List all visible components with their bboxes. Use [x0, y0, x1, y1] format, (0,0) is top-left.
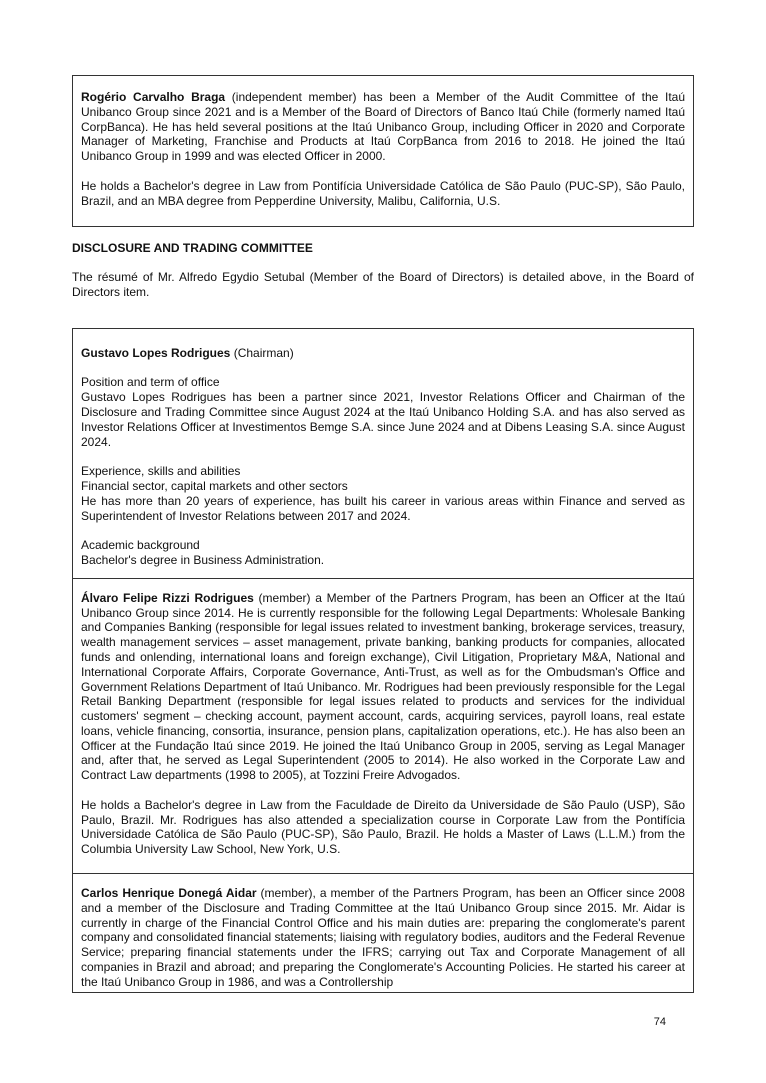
carlos-paragraph-1 — [81, 886, 685, 990]
gustavo-position — [81, 375, 685, 449]
alvaro-paragraph-1 — [81, 591, 685, 783]
section-intro: The résumé of Mr. Alfredo Egydio Setubal (Member of the Board of Directors) is detailed above, in the Board of Directors item. — [72, 270, 694, 299]
gustavo-experience — [81, 464, 685, 523]
alvaro-bio — [73, 578, 693, 873]
braga-bio — [73, 76, 693, 226]
page-number: 74 — [653, 1015, 666, 1028]
member-name: Rogério Carvalho Braga — [81, 90, 226, 104]
alvaro-paragraph-2: He holds a Bachelor's degree in Law from the Faculdade de Direito da Universidade de São Paulo (USP), São Paulo, Brazil. Mr. Rodrigues has also attended a specialization course in Corporate Law from the Pontifícia Universidade Católica de São Paulo (PUC-SP), São Paulo, Brazil. He holds a Master of Laws (L.L.M.) from the Columbia University Law School, New York, U.S. — [81, 797, 685, 857]
braga-paragraph-2: He holds a Bachelor's degree in Law from Pontifícia Universidade Católica de São Paulo (PUC-SP), São Paulo, Brazil, and an MBA degree from Pepperdine University, Malibu, California, U.S. — [81, 178, 685, 208]
experience-text: He has more than 20 years of experience, has built his career in various areas within Finance and served as Superintendent of Investor Relations between 2017 and 2024. — [81, 493, 685, 523]
committee-members-table — [72, 328, 694, 993]
member-role: (Chairman) — [230, 345, 294, 360]
bio-text: (member) a Member of the Partners Program, has been an Officer at the Itaú Unibanco Group since 2014. He is currently responsible for the following Legal Departments: Wholesale Banking and Companies Banking (responsible for legal issues related to investment banking, brokerage services, treasury, wealth management services – asset management, private banking, banking products for companies, allocated funds and onlending, international loans and foreign exchange), Civil Litigation, Proprietary M&A, National and International Corporate Affairs, Corporate Governance, Anti-Trust, as well as for the Ombudsman's Office and Government Relations Department of Itaú Unibanco. Mr. Rodrigues had been previously responsible for the Legal Retail Banking Department (responsible for legal issues related to products and services for the individual customers' segment – checking account, payment account, cards, acquiring services, payroll loans, real estate loans, vehicle financing, consortia, insurance, pension plans, capitalization operations, etc.). He has also been an Officer at the Fundação Itaú since 2019. He joined the Itaú Unibanco Group in 2005, serving as Legal Manager and, after that, he served as Legal Superintendent (2005 to 2014). He also worked in the Corporate Law and Contract Law departments (1998 to 2005), at Tozzini Freire Advogados. — [81, 590, 686, 783]
label-position: Position and term of office — [81, 375, 220, 390]
bio-text: (independent member) has been a Member of the Audit Committee of the Itaú Unibanco Group since 2021 and is a Member of the Board of Directors of Banco Itaú Chile (formerly named Itaú CorpBanca). He has held several positions at the Itaú Unibanco Group, including Officer in 2020 and Corporate Manager of Marketing, Franchise and Products at Itaú CorpBanca from 2016 to 2018. He joined the Itaú Unibanco Group in 1999 and was elected Officer in 2000. — [81, 90, 685, 164]
gustavo-academic — [81, 538, 685, 568]
gustavo-bio — [73, 329, 693, 578]
label-experience: Experience, skills and abilities — [81, 464, 241, 479]
braga-bio-box — [72, 75, 694, 227]
bio-text: (member), a member of the Partners Program, has been an Officer since 2008 and a member of the Disclosure and Trading Committee at the Itaú Unibanco Group since 2015. Mr. Aidar is currently in charge of the Financial Control Office and his main duties are: preparing the conglomerate's parent company and consolidated financial statements; liaising with regulatory bodies, auditors and the Federal Revenue Service; preparing financial statements under the IFRS; carrying out Tax and Corporate Management of all companies in Brazil and abroad; and preparing the Conglomerate's Accounting Policies. He started his career at the Itaú Unibanco Group in 1986, and was a Controllership — [81, 886, 685, 989]
gustavo-title — [81, 346, 685, 361]
carlos-bio — [73, 873, 693, 992]
member-name: Álvaro Felipe Rizzi Rodrigues — [81, 590, 254, 605]
label-academic: Academic background — [81, 538, 200, 553]
experience-sector: Financial sector, capital markets and other sectors — [81, 478, 348, 493]
section-heading: DISCLOSURE AND TRADING COMMITTEE — [72, 241, 313, 256]
member-name: Carlos Henrique Donegá Aidar — [81, 886, 257, 901]
member-name: Gustavo Lopes Rodrigues — [81, 345, 231, 360]
academic-text: Bachelor's degree in Business Administration. — [81, 552, 325, 567]
position-text: Gustavo Lopes Rodrigues has been a partner since 2021, Investor Relations Officer and Chairman of the Disclosure and Trading Committee since August 2024 at the Itaú Unibanco Holding S.A. and has also served as Investor Relations Officer at Investimentos Bemge S.A. since June 2024 and at Dibens Leasing S.A. since August 2024. — [81, 390, 685, 449]
braga-paragraph-1 — [81, 90, 685, 164]
